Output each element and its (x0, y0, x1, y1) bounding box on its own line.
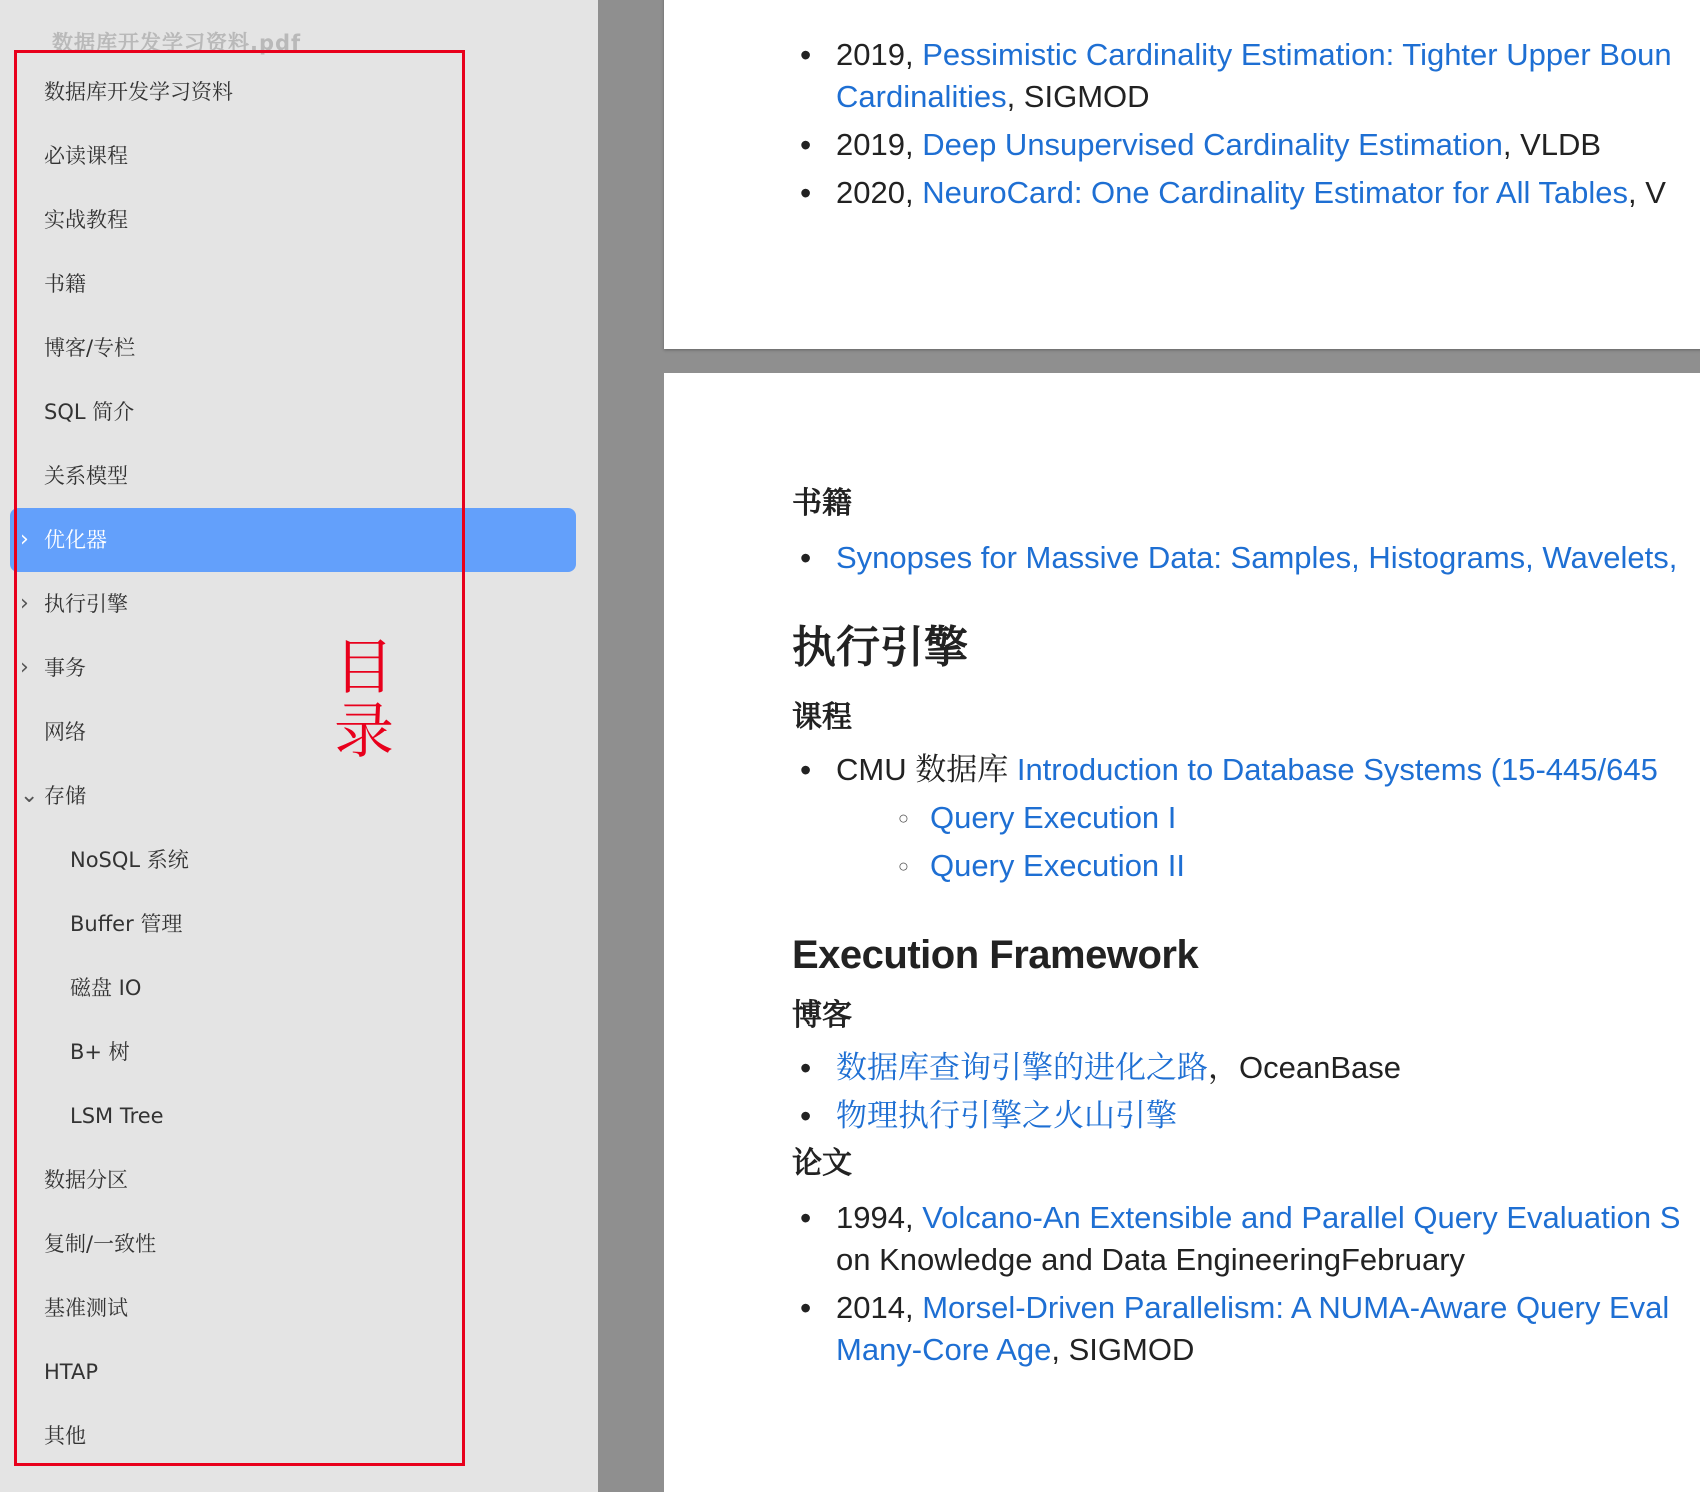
toc-item[interactable]: 书籍 (44, 272, 86, 296)
section-heading: 博客 (792, 999, 852, 1032)
pdf-page (664, 373, 1700, 1492)
paper-link[interactable]: Many-Core Age (836, 1332, 1052, 1367)
toc-subitem[interactable]: NoSQL 系统 (70, 848, 189, 872)
document-title: 数据库开发学习资料.pdf (52, 31, 302, 55)
blog-link[interactable]: 数据库查询引擎的进化之路 (836, 1050, 1208, 1085)
paper-link[interactable]: Pessimistic Cardinality Estimation: Tighter Upper Boun (922, 37, 1672, 72)
annotation-label: 目录 (334, 633, 394, 767)
chevron-right-icon[interactable]: › (20, 655, 29, 680)
toc-item[interactable]: › 执行引擎 (0, 572, 598, 636)
toc-item-active[interactable]: › 优化器 (10, 508, 576, 572)
toc-item[interactable]: HTAP (44, 1360, 99, 1384)
section-heading: 书籍 (792, 487, 852, 520)
list-item: • 2014, Morsel-Driven Parallelism: A NUMA-Aware Query Eval Many-Core Age, SIGMOD (792, 1287, 1700, 1371)
toc-item[interactable]: 数据分区 (44, 1168, 128, 1192)
toc-item[interactable]: 必读课程 (44, 144, 128, 168)
list-item: • 2019, Pessimistic Cardinality Estimation: Tighter Upper Boun Cardinalities, SIGMOD (792, 34, 1700, 118)
document-viewer[interactable] (598, 0, 1700, 1492)
list-item: • 2019, Deep Unsupervised Cardinality Estimation, VLDB (792, 124, 1700, 166)
sub-link[interactable]: ○ Query Execution II (792, 845, 1700, 887)
toc-item[interactable]: 复制/一致性 (44, 1232, 157, 1256)
toc-subitem[interactable]: 磁盘 IO (70, 976, 142, 1000)
outline-sidebar (0, 0, 598, 1492)
toc-item[interactable]: 实战教程 (44, 208, 128, 232)
paper-link[interactable]: Deep Unsupervised Cardinality Estimation (922, 127, 1503, 162)
list-item: • 2020, NeuroCard: One Cardinality Estimator for All Tables, V (792, 172, 1700, 214)
chevron-down-icon[interactable]: ⌄ (20, 783, 39, 808)
toc-item[interactable]: 关系模型 (44, 464, 128, 488)
toc-item[interactable]: ⌄ 存储 (0, 764, 598, 828)
list-item: • 数据库查询引擎的进化之路，OceanBase (792, 1047, 1700, 1089)
chevron-right-icon[interactable]: › (20, 591, 29, 616)
list-item: • CMU 数据库 Introduction to Database Systems (15-445/645 (792, 749, 1700, 791)
toc-subitem[interactable]: Buffer 管理 (70, 912, 183, 936)
chevron-right-icon[interactable]: › (20, 527, 29, 552)
section-heading: 课程 (792, 701, 852, 734)
toc-item[interactable]: 网络 (44, 720, 86, 744)
sub-link[interactable]: ○ Query Execution I (792, 797, 1700, 839)
toc-item[interactable]: 数据库开发学习资料 (44, 80, 233, 104)
chapter-heading: 执行引擎 (792, 623, 968, 672)
pdf-page (664, 0, 1700, 349)
blog-link[interactable]: 物理执行引擎之火山引擎 (836, 1098, 1177, 1133)
toc-item[interactable]: › 事务 (0, 636, 598, 700)
toc-item[interactable]: SQL 简介 (44, 400, 135, 424)
list-item (792, 1095, 1700, 1137)
toc-subitem[interactable]: LSM Tree (70, 1104, 164, 1128)
section-heading: 论文 (792, 1147, 852, 1180)
toc-item[interactable]: 基准测试 (44, 1296, 128, 1320)
course-link[interactable]: Introduction to Database Systems (15-445/645 (1016, 752, 1658, 787)
paper-link[interactable]: Volcano-An Extensible and Parallel Query Evaluation S (922, 1200, 1681, 1235)
toc-subitem[interactable]: B+ 树 (70, 1040, 130, 1064)
toc-item[interactable]: 博客/专栏 (44, 336, 136, 360)
paper-link[interactable]: NeuroCard: One Cardinality Estimator for All Tables (922, 175, 1629, 210)
paper-link[interactable]: Cardinalities (836, 79, 1007, 114)
list-item: • 1994, Volcano-An Extensible and Parallel Query Evaluation S on Knowledge and Data EngineeringFebruary (792, 1197, 1700, 1281)
table-of-contents (0, 60, 598, 1468)
book-link[interactable]: • Synopses for Massive Data: Samples, Histograms, Wavelets, (792, 537, 1700, 579)
section-heading: Execution Framework (792, 933, 1199, 977)
toc-item[interactable]: 其他 (44, 1424, 86, 1448)
paper-link[interactable]: Morsel-Driven Parallelism: A NUMA-Aware Query Eval (922, 1290, 1670, 1325)
